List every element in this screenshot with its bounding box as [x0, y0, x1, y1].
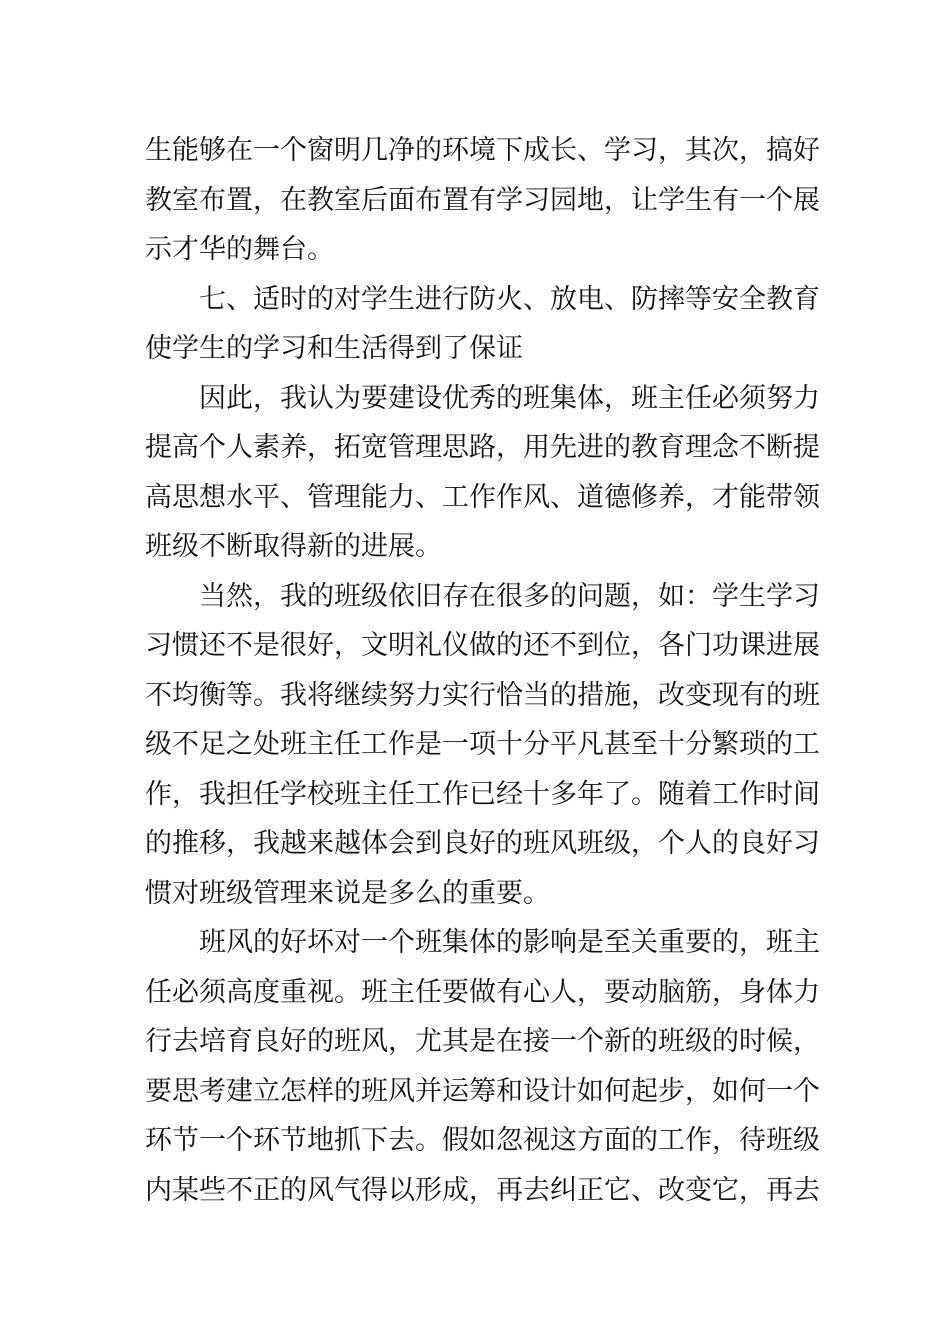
text-line: 生能够在一个窗明几净的环境下成长、学习，其次，搞好: [145, 135, 820, 166]
paragraph-safety-education: [145, 275, 820, 374]
text-line: 高思想水平、管理能力、工作作风、道德修养，才能带领: [145, 481, 820, 513]
text-line: 任必须高度重视。班主任要做有心人，要动脑筋，身体力: [145, 976, 820, 1008]
text-line: 使学生的学习和生活得到了保证: [145, 333, 523, 364]
text-line: 作，我担任学校班主任工作已经十多年了。随着工作时间: [145, 778, 820, 810]
text-line: 示才华的舞台。: [145, 234, 334, 265]
text-line: 七、适时的对学生进行防火、放电、防摔等安全教育: [199, 283, 820, 315]
text-line: 的推移，我越来越体会到良好的班风班级，个人的良好习: [145, 828, 820, 859]
paragraph-class-style: [145, 918, 820, 1215]
text-line: 要思考建立怎样的班风并运筹和设计如何起步，如何一个: [145, 1075, 820, 1107]
text-line: 习惯还不是很好，文明礼仪做的还不到位，各门功课进展: [145, 630, 820, 661]
text-line: 因此，我认为要建设优秀的班集体，班主任必须努力: [199, 382, 820, 414]
text-line: 行去培育良好的班风，尤其是在接一个新的班级的时候，: [145, 1026, 820, 1057]
text-line: 班级不断取得新的进展。: [145, 531, 442, 562]
text-line: 级不足之处班主任工作是一项十分平凡甚至十分繁琐的工: [145, 729, 820, 760]
paragraph-conclusion: [145, 374, 820, 572]
text-line: 惯对班级管理来说是多么的重要。: [145, 877, 550, 909]
text-line: 提高个人素养，拓宽管理思路，用先进的教育理念不断提: [145, 432, 820, 463]
text-line: 不均衡等。我将继续努力实行恰当的措施，改变现有的班: [145, 679, 820, 711]
paragraph-classroom-environment: [145, 126, 820, 275]
text-line: 环节一个环节地抓下去。假如忽视这方面的工作，待班级: [145, 1125, 820, 1156]
text-line: 教室布置，在教室后面布置有学习园地，让学生有一个展: [145, 184, 820, 216]
body-text: [145, 126, 820, 1215]
text-line: 当然，我的班级依旧存在很多的问题，如：学生学习: [199, 580, 820, 612]
text-line: 内某些不正的风气得以形成，再去纠正它、改变它，再去: [145, 1174, 820, 1206]
text-line: 班风的好坏对一个班集体的影响是至关重要的，班主: [199, 927, 820, 958]
paragraph-problems: [145, 572, 820, 919]
